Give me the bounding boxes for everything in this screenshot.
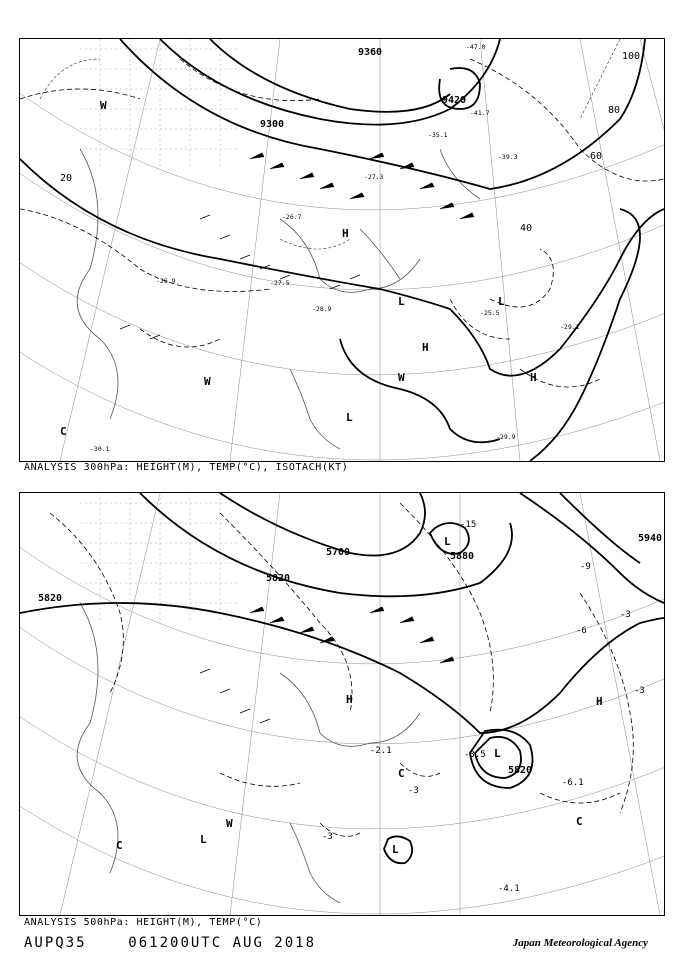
coastlines [77, 603, 420, 903]
temperature-label: -3 [634, 686, 645, 696]
height-label: 5820 [266, 573, 291, 584]
low-pressure-marker: L [494, 747, 501, 760]
height-label: 9300 [260, 119, 285, 130]
temperature-label: -27.3 [364, 173, 384, 181]
temperature-label: -30.1 [90, 445, 110, 453]
map-panel-500hpa [19, 492, 665, 916]
temperature-label: -29.1 [560, 323, 580, 331]
temperature-label: -4.1 [498, 884, 520, 894]
map-panel-300hpa [19, 38, 665, 462]
isotach-label: 20 [60, 173, 73, 184]
temperature-label: -2.1 [370, 746, 392, 756]
temperature-label: -6 [576, 626, 587, 636]
wind-barbs [200, 607, 454, 723]
height-label: 9420 [442, 95, 467, 106]
temperature-label: -9 [580, 562, 591, 572]
height-label: 5700 [326, 547, 351, 558]
warm-marker: W [398, 371, 405, 384]
temperature-label: -35.1 [428, 131, 448, 139]
isotach-label: 100 [622, 51, 641, 62]
low-pressure-marker: L [444, 535, 451, 548]
high-pressure-marker: H [422, 341, 429, 354]
low-pressure-marker: L [392, 843, 399, 856]
height-label: 5940 [638, 533, 663, 544]
isotach-label: 80 [608, 105, 621, 116]
temperature-label: -26.9 [156, 277, 176, 285]
temperature-label: -3 [620, 610, 631, 620]
height-label: 5880 [450, 551, 475, 562]
high-pressure-marker: H [346, 693, 353, 706]
panel-caption-300hpa: ANALYSIS 300hPa: HEIGHT(M), TEMP(°C), ISOTACH(KT) [24, 462, 349, 473]
warm-marker: W [100, 99, 107, 112]
cold-marker: C [576, 815, 583, 828]
temperature-label: -6.1 [562, 778, 584, 788]
product-id: AUPQ35 [24, 935, 87, 951]
temperature-label: -29.9 [496, 433, 516, 441]
valid-time: 061200UTC AUG 2018 [128, 935, 317, 951]
temperature-label: -3 [322, 832, 333, 842]
temperature-contours [40, 39, 620, 249]
temperature-label: -47.0 [466, 43, 486, 51]
temperature-label: -27.5 [270, 279, 290, 287]
height-label: 5820 [508, 765, 533, 776]
low-pressure-marker: L [398, 295, 405, 308]
temperature-label: -15 [460, 520, 477, 530]
low-pressure-marker: L [498, 295, 505, 308]
high-pressure-marker: H [530, 371, 537, 384]
map-500hpa-svg [20, 493, 664, 915]
cold-marker: C [398, 767, 405, 780]
isotach-label: 40 [520, 223, 533, 234]
temperature-label: -25.5 [480, 309, 500, 317]
temperature-label: -3.5 [464, 750, 486, 760]
product-header [24, 935, 316, 951]
warm-marker: W [226, 817, 233, 830]
agency-credit: Japan Meteorological Agency [512, 937, 648, 949]
low-pressure-marker: L [200, 833, 207, 846]
wind-barbs [120, 153, 474, 339]
temperature-label: -28.9 [312, 305, 332, 313]
low-pressure-marker: L [346, 411, 353, 424]
height-label: 5820 [38, 593, 63, 604]
map-300hpa-svg [20, 39, 664, 461]
high-pressure-marker: H [342, 227, 349, 240]
warm-marker: W [204, 375, 211, 388]
panel-caption-500hpa: ANALYSIS 500hPa: HEIGHT(M), TEMP(°C) [24, 917, 263, 928]
temperature-label: -39.3 [498, 153, 518, 161]
isotach-label: 60 [590, 151, 603, 162]
temperature-label: -3 [408, 786, 419, 796]
cold-marker: C [116, 839, 123, 852]
cold-marker: C [60, 425, 67, 438]
height-label: 9360 [358, 47, 383, 58]
temperature-label: -41.7 [470, 109, 490, 117]
high-pressure-marker: H [596, 695, 603, 708]
temperature-label: -26.7 [282, 213, 302, 221]
